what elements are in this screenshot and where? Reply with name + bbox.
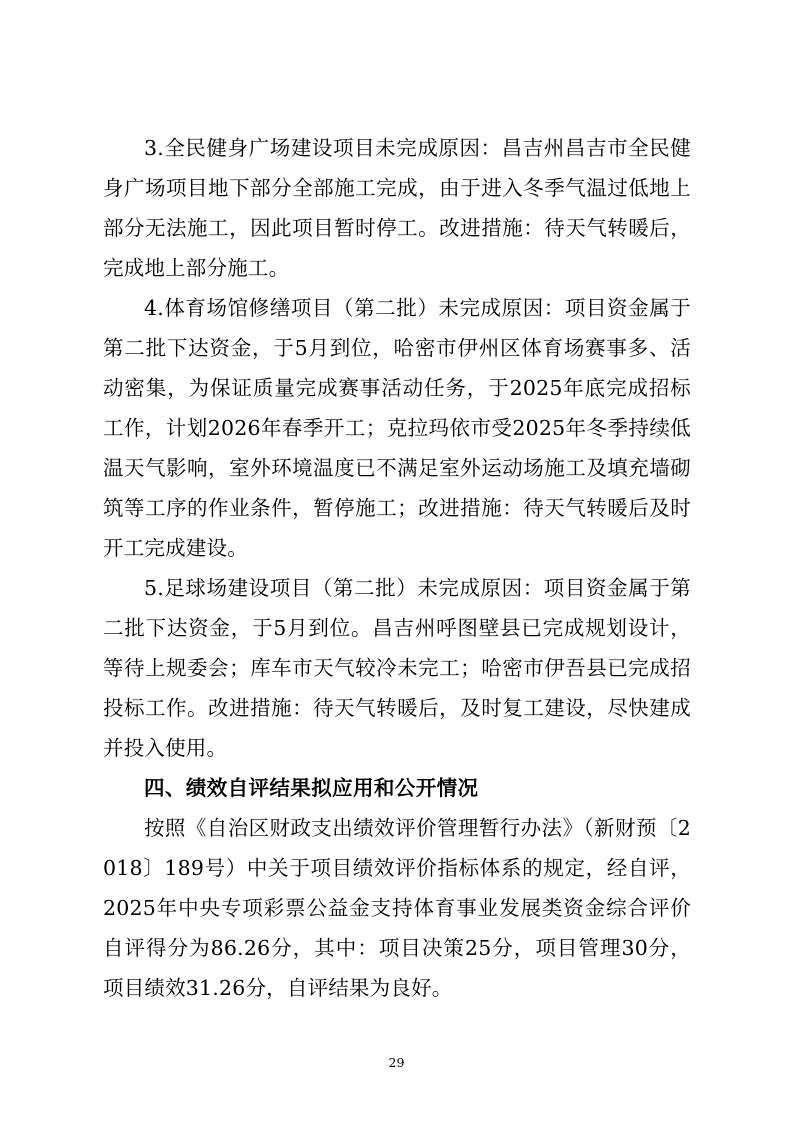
section-heading: 四、绩效自评结果拟应用和公开情况 bbox=[144, 776, 479, 800]
paragraph-item-3: 3.全民健身广场建设项目未完成原因：昌吉州昌吉市全民健身广场项目地下部分全部施工完成，由于进入冬季气温过低地上部分无法施工，因此项目暂时停工。改进措施：待天气转暖后，完成地上部分施工。 bbox=[103, 136, 691, 280]
page-number: 29 bbox=[388, 1055, 405, 1070]
closing-paragraph: 按照《自治区财政支出绩效评价管理暂行办法》（新财预〔2018〕189号）中关于项目绩效评价指标体系的规定，经自评，2025年中央专项彩票公益金支持体育事业发展类资金综合评价自评得分为86.26分，其中：项目决策25分，项目管理30分，项目绩效31.26分，自评结果为良好。 bbox=[103, 816, 691, 1000]
paragraph-item-5: 5.足球场建设项目（第二批）未完成原因：项目资金属于第二批下达资金，于5月到位。昌吉州呼图壁县已完成规划设计，等待上规委会；库车市天气较冷未完工；哈密市伊吾县已完成招投标工作。改进措施：待天气转暖后，及时复工建设，尽快建成并投入使用。 bbox=[103, 576, 691, 760]
paragraph-item-4: 4.体育场馆修缮项目（第二批）未完成原因：项目资金属于第二批下达资金，于5月到位，哈密市伊州区体育场赛事多、活动密集，为保证质量完成赛事活动任务，于2025年底完成招标工作，计划2026年春季开工；克拉玛依市受2025年冬季持续低温天气影响，室外环境温度已不满足室外运动场施工及填充墙砌筑等工序的作业条件，暂停施工；改进措施：待天气转暖后及时开工完成建设。 bbox=[103, 296, 691, 560]
page-content bbox=[103, 128, 691, 1008]
